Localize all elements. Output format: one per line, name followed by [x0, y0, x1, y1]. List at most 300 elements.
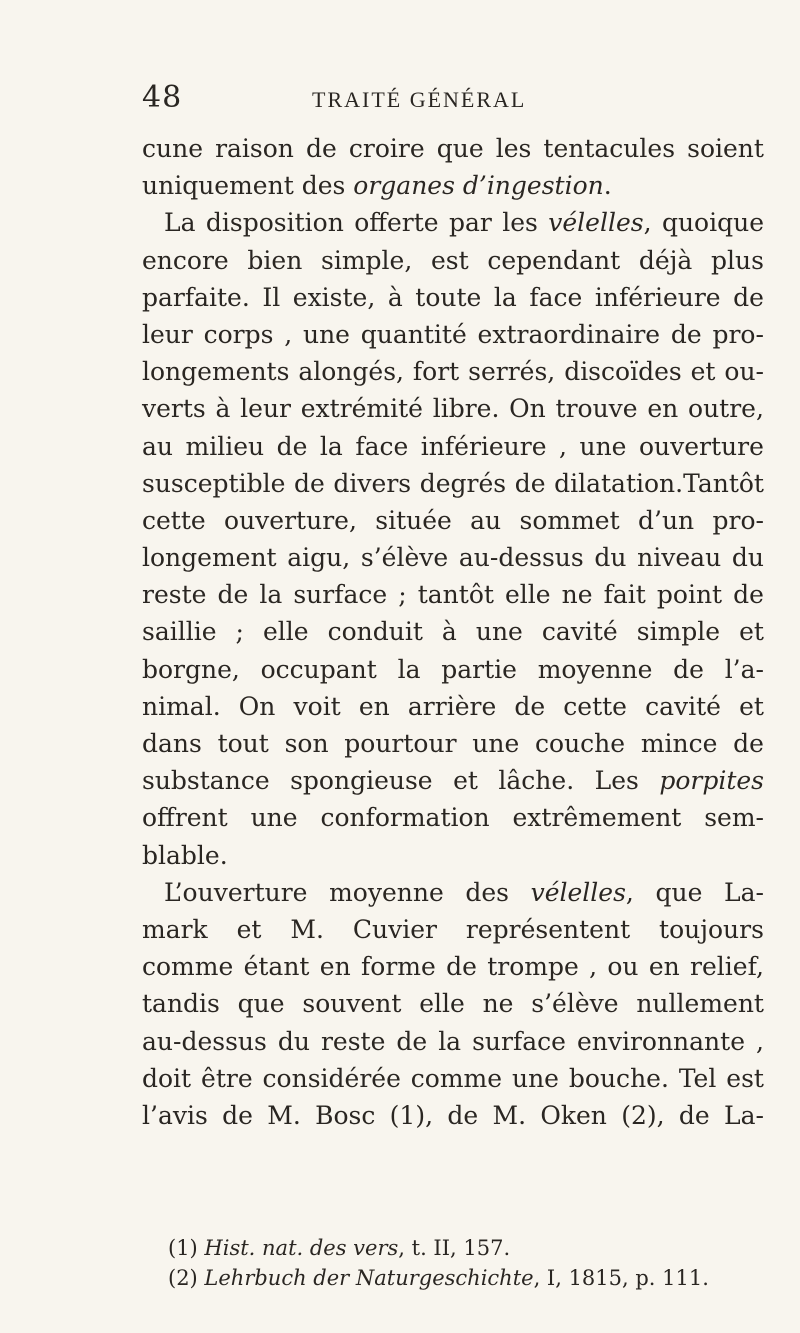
word-text: et — [739, 691, 764, 721]
word — [531, 985, 618, 1022]
word — [277, 428, 308, 465]
word-text: corps — [203, 319, 274, 349]
word — [320, 799, 489, 836]
word-text: de — [306, 134, 337, 163]
word — [390, 1097, 433, 1134]
word — [388, 279, 403, 316]
word-text: du — [277, 1026, 310, 1056]
word — [472, 1023, 566, 1060]
word — [237, 911, 262, 948]
word — [361, 948, 436, 985]
word-text: disposition — [205, 208, 344, 238]
word-text: dans — [142, 729, 202, 758]
word-text: la — [397, 654, 421, 684]
word-text: que — [237, 989, 285, 1019]
word-text: au — [470, 505, 502, 535]
word-text: La — [164, 208, 196, 238]
word — [421, 428, 547, 465]
word — [142, 502, 206, 539]
text-line — [142, 390, 764, 427]
word — [472, 725, 519, 762]
word — [509, 390, 546, 427]
word — [636, 985, 764, 1022]
word-text: substance — [142, 766, 270, 796]
footnote-text: , I, 1815, p. 111. — [533, 1266, 709, 1290]
text-line — [142, 353, 764, 390]
word-text: ne — [561, 580, 593, 610]
word-text: de — [222, 1100, 253, 1130]
word-text: et — [236, 914, 262, 944]
word-text: considérée — [262, 1063, 401, 1093]
word-text: s’élève — [531, 989, 619, 1019]
word — [353, 911, 437, 948]
word-text: la — [438, 1026, 462, 1056]
word-text: elle — [505, 580, 551, 610]
word — [263, 613, 309, 650]
word-text: cavité — [541, 617, 618, 647]
body-text — [142, 130, 764, 1134]
word — [446, 948, 477, 985]
word-text: en — [319, 952, 351, 982]
word — [267, 1097, 301, 1134]
word — [468, 353, 555, 390]
line-text: . — [603, 171, 612, 201]
word-text: soient — [687, 134, 764, 163]
word — [349, 130, 425, 167]
word — [535, 725, 625, 762]
word-text: située — [375, 505, 452, 535]
word — [320, 948, 351, 985]
word — [142, 762, 270, 799]
word-text: extrêmement — [512, 803, 682, 833]
word-text: ouverture — [638, 431, 764, 461]
word-text: borgne, — [142, 654, 240, 684]
word — [453, 762, 478, 799]
word — [247, 242, 302, 279]
word-text: , — [589, 952, 598, 982]
word-text: pro- — [712, 505, 764, 535]
word — [655, 874, 702, 911]
word-text: en — [648, 952, 680, 982]
word — [216, 390, 231, 427]
word — [398, 651, 421, 688]
word-text: , — [643, 208, 652, 238]
word — [688, 390, 764, 427]
word — [647, 390, 678, 427]
word-text: la — [493, 282, 517, 312]
word — [595, 279, 721, 316]
word — [476, 613, 523, 650]
word — [240, 390, 291, 427]
word-text: de — [514, 468, 546, 498]
word — [306, 130, 337, 167]
word-text: serrés, — [468, 357, 556, 387]
word — [496, 130, 532, 167]
word — [413, 353, 459, 390]
word — [726, 1060, 764, 1097]
word — [447, 1097, 478, 1134]
text-line — [142, 911, 764, 948]
word-text: Les — [594, 766, 639, 796]
word-text: (1), — [389, 1100, 434, 1130]
word-text: tandis — [142, 989, 220, 1019]
word-text: de — [678, 1100, 710, 1130]
word — [563, 688, 627, 725]
word-text: toute — [415, 282, 482, 312]
word — [659, 762, 764, 799]
page-header — [142, 80, 742, 120]
italic-text: organes d’ingestion — [353, 171, 604, 201]
word — [498, 762, 574, 799]
word-text: comme — [410, 1063, 503, 1093]
word-text: mince — [640, 729, 718, 758]
word — [531, 874, 634, 911]
word — [645, 688, 721, 725]
word-text: quoique — [661, 208, 764, 238]
word — [564, 353, 682, 390]
word — [285, 725, 329, 762]
text-line — [142, 1097, 764, 1134]
word — [419, 985, 465, 1022]
running-head: TRAITÉ GÉNÉRAL — [312, 87, 527, 112]
word — [595, 762, 639, 799]
word — [320, 428, 343, 465]
word — [303, 316, 350, 353]
word-text: offerte — [354, 208, 439, 238]
word — [673, 651, 704, 688]
word-text: représentent — [465, 914, 631, 944]
word — [637, 539, 721, 576]
word-text: que — [655, 877, 703, 907]
text-line — [142, 837, 764, 874]
word — [411, 1060, 502, 1097]
word — [142, 1023, 267, 1060]
text-line — [142, 465, 764, 502]
word — [415, 279, 481, 316]
word — [739, 613, 764, 650]
word — [554, 465, 764, 502]
word — [569, 1060, 669, 1097]
word-text: leur — [240, 394, 291, 424]
word-text: trompe — [487, 952, 579, 982]
word-text: inférieure — [420, 431, 547, 461]
word — [142, 242, 229, 279]
word-text: en — [358, 691, 390, 721]
word — [355, 428, 408, 465]
word-text: lâche. — [498, 766, 575, 796]
word — [724, 874, 764, 911]
word — [321, 242, 412, 279]
word-text: parfaite. — [142, 282, 250, 312]
word — [239, 688, 276, 725]
word — [466, 911, 630, 948]
word-text: raison — [215, 134, 294, 163]
word — [514, 688, 545, 725]
word-text: tout — [217, 729, 269, 758]
text-line — [142, 167, 764, 204]
word-text: , — [625, 877, 634, 907]
word — [262, 279, 280, 316]
word — [641, 725, 718, 762]
word — [142, 390, 206, 427]
text-line — [142, 279, 764, 316]
word-text: l’avis — [142, 1100, 208, 1130]
word-text: degrés — [419, 468, 507, 498]
text-line — [142, 651, 764, 688]
footnote-text: (1) — [168, 1236, 205, 1260]
word — [711, 242, 764, 279]
word-text: tantôt — [417, 580, 494, 610]
word — [301, 390, 423, 427]
word-text: La- — [723, 877, 764, 907]
word — [142, 130, 203, 167]
line-text: blable. — [142, 840, 228, 870]
word — [505, 576, 551, 613]
word — [361, 539, 448, 576]
word-text: aigu, — [287, 543, 351, 573]
word-text: au-dessus — [142, 1026, 267, 1056]
word — [649, 948, 680, 985]
word — [294, 465, 325, 502]
word-text: offrent — [142, 803, 228, 833]
word-text: , — [756, 1026, 764, 1056]
word-text: doit — [142, 1063, 192, 1093]
text-line — [142, 948, 764, 985]
word — [142, 316, 193, 353]
word — [396, 1023, 427, 1060]
word-text: souvent — [302, 989, 402, 1019]
italic-text: vélelles — [548, 208, 644, 238]
word — [562, 576, 593, 613]
word-text: en — [647, 394, 679, 424]
word — [142, 353, 289, 390]
word-text: Tel — [678, 1063, 717, 1093]
word — [639, 242, 692, 279]
word — [556, 390, 638, 427]
text-line — [142, 613, 764, 650]
word — [142, 1097, 208, 1134]
word — [733, 725, 764, 762]
word — [621, 1097, 664, 1134]
word-text: une — [302, 319, 350, 349]
word-text: M. — [492, 1100, 527, 1130]
word — [302, 985, 401, 1022]
word-text: , — [559, 431, 567, 461]
word-text: face — [355, 431, 409, 461]
word-text: étant — [243, 952, 310, 982]
word-text: M. — [267, 1100, 301, 1130]
word-text: s’élève — [360, 543, 449, 573]
word — [321, 1023, 385, 1060]
word-text: une — [475, 617, 523, 647]
word-text: l’a- — [724, 654, 764, 684]
word-text: ou — [607, 952, 639, 982]
italic-text: porpites — [659, 766, 764, 796]
word-text: une — [472, 729, 520, 758]
word-text: et — [690, 357, 716, 387]
word-text: Oken — [540, 1100, 607, 1130]
word — [293, 279, 376, 316]
word-text: de — [733, 580, 764, 610]
word-text: verts — [142, 394, 206, 424]
word-text: spongieuse — [290, 766, 433, 796]
word — [261, 651, 377, 688]
word — [259, 576, 282, 613]
word-text: (2), — [621, 1100, 665, 1130]
word-text: être — [201, 1063, 253, 1093]
word — [263, 1060, 401, 1097]
word — [420, 465, 506, 502]
word — [142, 428, 173, 465]
word — [691, 353, 716, 390]
word — [449, 204, 492, 241]
word-text: pourtour — [344, 729, 457, 758]
word — [712, 316, 763, 353]
word — [344, 725, 456, 762]
text-line — [142, 799, 764, 836]
word-text: longements — [142, 357, 290, 387]
text-line — [142, 1060, 764, 1097]
word-text: les — [495, 134, 532, 163]
word — [398, 576, 406, 613]
word-text: conduit — [327, 617, 423, 647]
word-text: de — [447, 1100, 479, 1130]
word-text: de — [733, 282, 764, 312]
word — [732, 539, 764, 576]
word-text: que — [436, 134, 484, 163]
word — [293, 576, 387, 613]
word-text: divers — [333, 468, 412, 498]
word — [559, 428, 567, 465]
word-text: arrière — [407, 691, 497, 721]
word — [756, 1023, 764, 1060]
word-text: à — [215, 394, 231, 424]
word-text: croire — [348, 134, 425, 163]
word-text: leur — [142, 319, 193, 349]
word — [679, 1097, 710, 1134]
word-text: relief, — [690, 952, 764, 982]
word — [418, 576, 494, 613]
word — [284, 316, 292, 353]
word — [142, 799, 228, 836]
word-text: d’un — [638, 505, 695, 535]
word-text: ; — [398, 580, 407, 610]
word — [548, 204, 651, 241]
word — [671, 316, 702, 353]
word — [433, 390, 500, 427]
word — [438, 1023, 461, 1060]
word-text: fort — [412, 357, 460, 387]
word — [733, 279, 764, 316]
word — [542, 613, 618, 650]
word — [540, 1097, 607, 1134]
word — [361, 316, 467, 353]
text-line — [142, 502, 764, 539]
word — [278, 1023, 310, 1060]
word-text: de — [294, 468, 325, 498]
word-text: bien — [247, 245, 303, 275]
word-text: cette — [142, 505, 206, 535]
word-text: sommet — [519, 505, 620, 535]
text-line — [142, 874, 764, 911]
word-text: M. — [290, 914, 324, 944]
word — [218, 725, 269, 762]
word — [315, 1097, 375, 1134]
word-text: ; — [235, 617, 244, 647]
word — [459, 539, 584, 576]
word-text: son — [284, 729, 329, 758]
footnote-text: , t. II, 157. — [398, 1236, 511, 1260]
word-text: de — [670, 319, 702, 349]
word — [487, 948, 579, 985]
line-text: uniquement des — [142, 171, 354, 201]
word-text: quantité — [360, 319, 467, 349]
word — [294, 688, 341, 725]
footnote-italic: Lehrbuch der Naturgeschichte — [204, 1266, 534, 1290]
word-text: pro- — [712, 319, 764, 349]
word — [659, 911, 764, 948]
word — [724, 1097, 764, 1134]
word — [142, 911, 208, 948]
word — [238, 985, 285, 1022]
word-text: outre, — [688, 394, 764, 424]
word — [142, 985, 220, 1022]
word — [142, 613, 217, 650]
word — [604, 576, 646, 613]
word-text: nimal. — [142, 691, 221, 721]
word-text: La- — [723, 1100, 764, 1130]
word — [492, 1097, 526, 1134]
word-text: existe, — [292, 282, 376, 312]
word — [579, 428, 626, 465]
word-text: reste — [320, 1026, 386, 1056]
text-line — [142, 688, 764, 725]
word-text: conformation — [320, 803, 490, 833]
word — [577, 1023, 745, 1060]
word — [142, 539, 277, 576]
word — [186, 428, 265, 465]
word — [142, 688, 221, 725]
word-text: elle — [262, 617, 309, 647]
text-line — [142, 762, 764, 799]
word — [204, 316, 274, 353]
word-text: Cuvier — [352, 914, 437, 944]
word-text: bouche. — [568, 1063, 669, 1093]
word-text: du — [594, 543, 627, 573]
word — [494, 279, 517, 316]
word-text: Bosc — [315, 1100, 376, 1130]
word-text: de — [276, 431, 308, 461]
word — [687, 130, 764, 167]
word — [142, 279, 250, 316]
word-text: par — [449, 208, 492, 238]
word — [164, 874, 307, 911]
word-text: susceptible — [142, 468, 286, 498]
word — [298, 353, 404, 390]
word-text: nullement — [636, 989, 764, 1019]
word — [244, 948, 310, 985]
word-text: occupant — [260, 654, 377, 684]
word — [215, 130, 294, 167]
word-text: point — [656, 580, 723, 610]
text-line — [142, 725, 764, 762]
word-text: libre. — [432, 394, 500, 424]
word-text: moyenne — [537, 654, 653, 684]
word — [725, 651, 764, 688]
word-text: des — [465, 877, 509, 907]
word — [478, 316, 661, 353]
word — [333, 465, 411, 502]
